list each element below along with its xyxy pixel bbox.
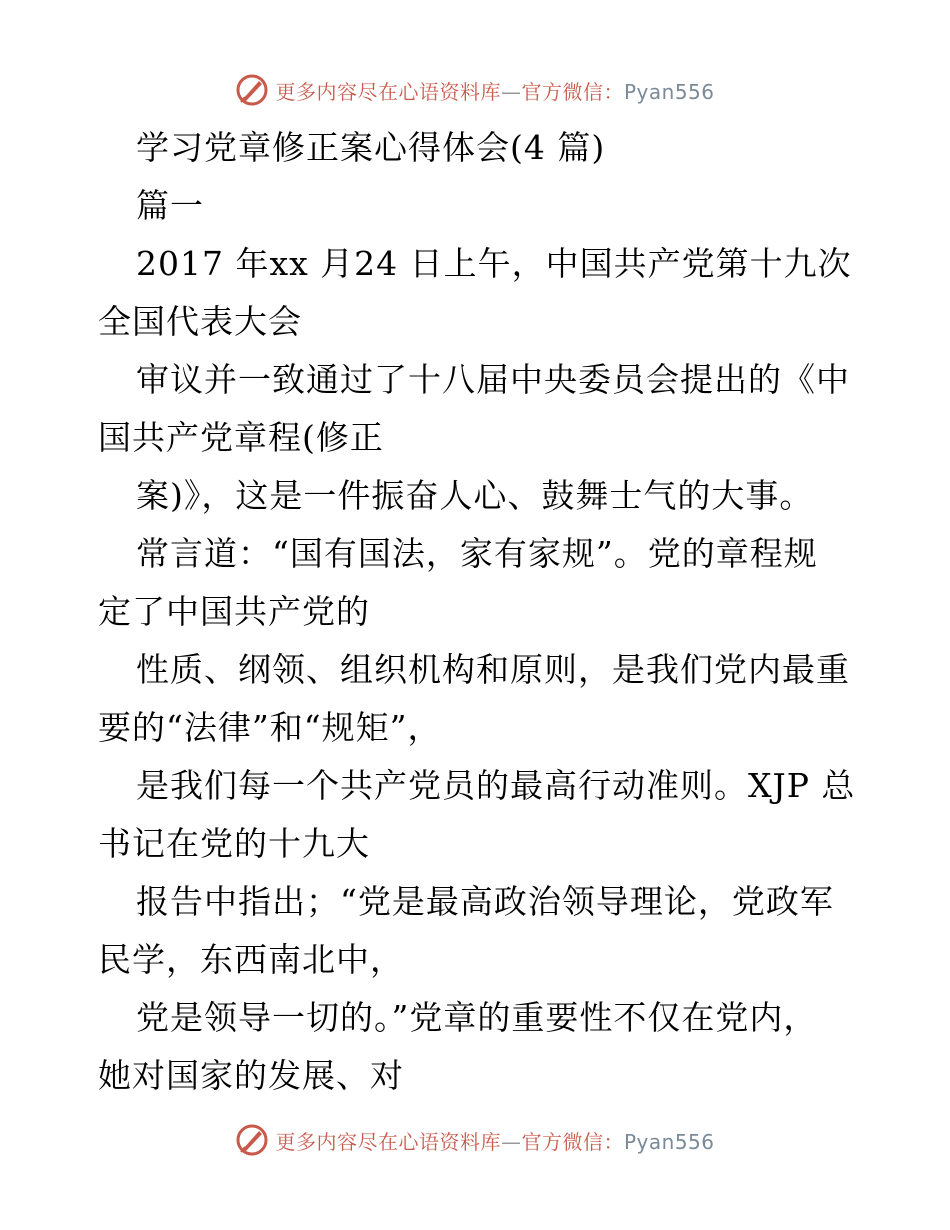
text-line: 国共产党章程(修正 <box>98 418 384 457</box>
text-line: 全国代表大会 <box>98 302 302 341</box>
text-line: 民学，东西南北中， <box>98 940 404 979</box>
text-line: 常言道：“国有国法，家有家规”。党的章程规 <box>136 534 818 573</box>
footer-banner <box>0 1120 950 1160</box>
text-line: 党是领导一切的。”党章的重要性不仅在党内， <box>136 998 818 1037</box>
text-line: 要的“法律”和“规矩”， <box>98 708 442 747</box>
document-title: 学习党章修正案心得体会(4 篇) <box>136 128 606 167</box>
text-line: 2017 年xx 月24 日上午，中国共产党第十九次 <box>136 244 852 283</box>
text-line: 书记在党的十九大 <box>98 824 370 863</box>
text-line: 她对国家的发展、对 <box>98 1056 404 1095</box>
text-line: 性质、纲领、组织机构和原则，是我们党内最重 <box>136 650 850 689</box>
text-line: 审议并一致通过了十八届中央委员会提出的《中 <box>136 360 850 399</box>
text-line: 报告中指出；“党是最高政治领导理论，党政军 <box>136 882 834 921</box>
banner-text: 更多内容尽在心语资料库—官方微信：Pyan556 <box>275 79 715 104</box>
text-line: 案)》，这是一件振奋人心、鼓舞士气的大事。 <box>136 476 814 515</box>
text-line: 定了中国共产党的 <box>98 592 370 631</box>
text-line: 是我们每一个共产党员的最高行动准则。XJP 总 <box>136 766 856 805</box>
section-heading: 篇一 <box>136 186 204 225</box>
banner-text: 更多内容尽在心语资料库—官方微信：Pyan556 <box>275 1129 715 1154</box>
quill-logo-icon <box>235 1123 269 1157</box>
